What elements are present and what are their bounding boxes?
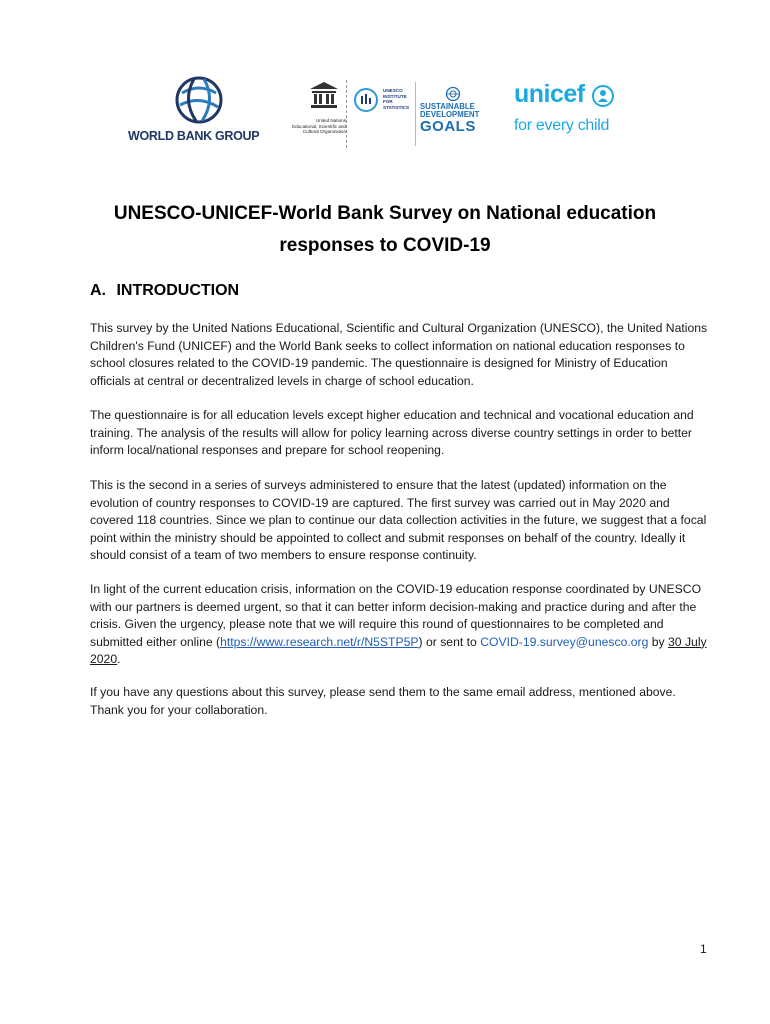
paragraph-3: This is the second in a series of surveys administered to ensure that the latest (updated) information on the evolution of country responses to COVID-19 are captured. The first survey was carried out in May 2020 and covered 118 countries. Since we plan to continue our data collection activities in the future, we suggest that a focal point within the ministry should be appointed to collect and submit responses on behalf of the country. Ideally it should consist of a team of two members to ensure response continuity. [90,478,707,562]
un-emblem-icon [445,86,461,102]
logo-divider [346,80,348,148]
p4-text: In light of the current education crisis, information on the COVID-19 education response coordinated by UNESCO with our partners is deemed urgent, so that it can better inform decision-making and practice during and after the crisis. Given the urgency, please note that we will require this round of questionnaires to be completed and submitted either online ( [90,582,702,649]
title-line-2: responses to COVID-19 [279,235,491,256]
p4-text: ) or sent to [418,634,481,649]
uis-logo [352,82,412,122]
page-title [60,198,710,262]
paragraph-1: This survey by the United Nations Educational, Scientific and Cultural Organization (UNESCO), the United Nations Children's Fund (UNICEF) and the World Bank seeks to collect information on national education responses to school closures related to the COVID-19 pandemic. The questionnaire is designed for Ministry of Education officials at central or decentralized levels in charge of school education. [90,321,708,388]
sdg-logo [418,86,488,146]
sdg-line-2: DEVELOPMENT [420,110,480,119]
uis-line: STATISTICS [383,104,410,110]
uis-circle-icon [352,86,380,114]
world-bank-wordmark: WORLD BANK GROUP [128,129,260,143]
title-line-1: UNESCO-UNICEF-World Bank Survey on National education [113,203,657,224]
uis-line: FOR [383,99,393,104]
unesco-line: Cultural Organization [302,129,346,134]
page-number: 1 [700,942,707,956]
paragraph-2: The questionnaire is for all education levels except higher education and technical and vocational education and training. The analysis of the results will allow for policy learning across diverse country settings in order to better inform local/national responses and prepare for school reopening. [90,408,694,457]
unesco-temple-icon [308,80,340,110]
world-bank-globe-icon [174,75,224,125]
paragraph-4 [90,581,710,669]
logo-banner [0,70,770,150]
deadline-date: 30 July 2020 [90,634,707,666]
unicef-wordmark: unicef [514,80,585,108]
uis-line: UNESCO [383,88,403,93]
unicef-logo [514,80,624,140]
uis-caption [383,88,409,110]
paragraph-5: If you have any questions about this survey, please send them to the same email address, mentioned above. Thank you for your collaboration. [90,685,676,717]
contact-email-link[interactable]: COVID-19.survey@unesco.org [480,634,649,649]
world-bank-logo [128,75,273,145]
section-heading [90,282,239,300]
uis-line: INSTITUTE [383,93,407,99]
unicef-tagline: for every child [514,117,610,134]
sdg-line-1: SUSTAINABLE [420,102,475,111]
unesco-line: United Nations [315,118,346,123]
p4-text: . [117,652,121,666]
unesco-line: Educational, Scientific and [292,123,346,129]
logo-divider [415,82,416,146]
survey-link[interactable]: https://www.research.net/r/N5STP5P [220,634,419,649]
p4-text: by [648,634,669,649]
unesco-logo [290,80,350,150]
section-number: A. [90,282,106,299]
unicef-emblem-icon [591,84,615,108]
sdg-line-3: GOALS [420,118,476,135]
section-label: INTRODUCTION [116,282,240,299]
unesco-caption [290,118,346,135]
